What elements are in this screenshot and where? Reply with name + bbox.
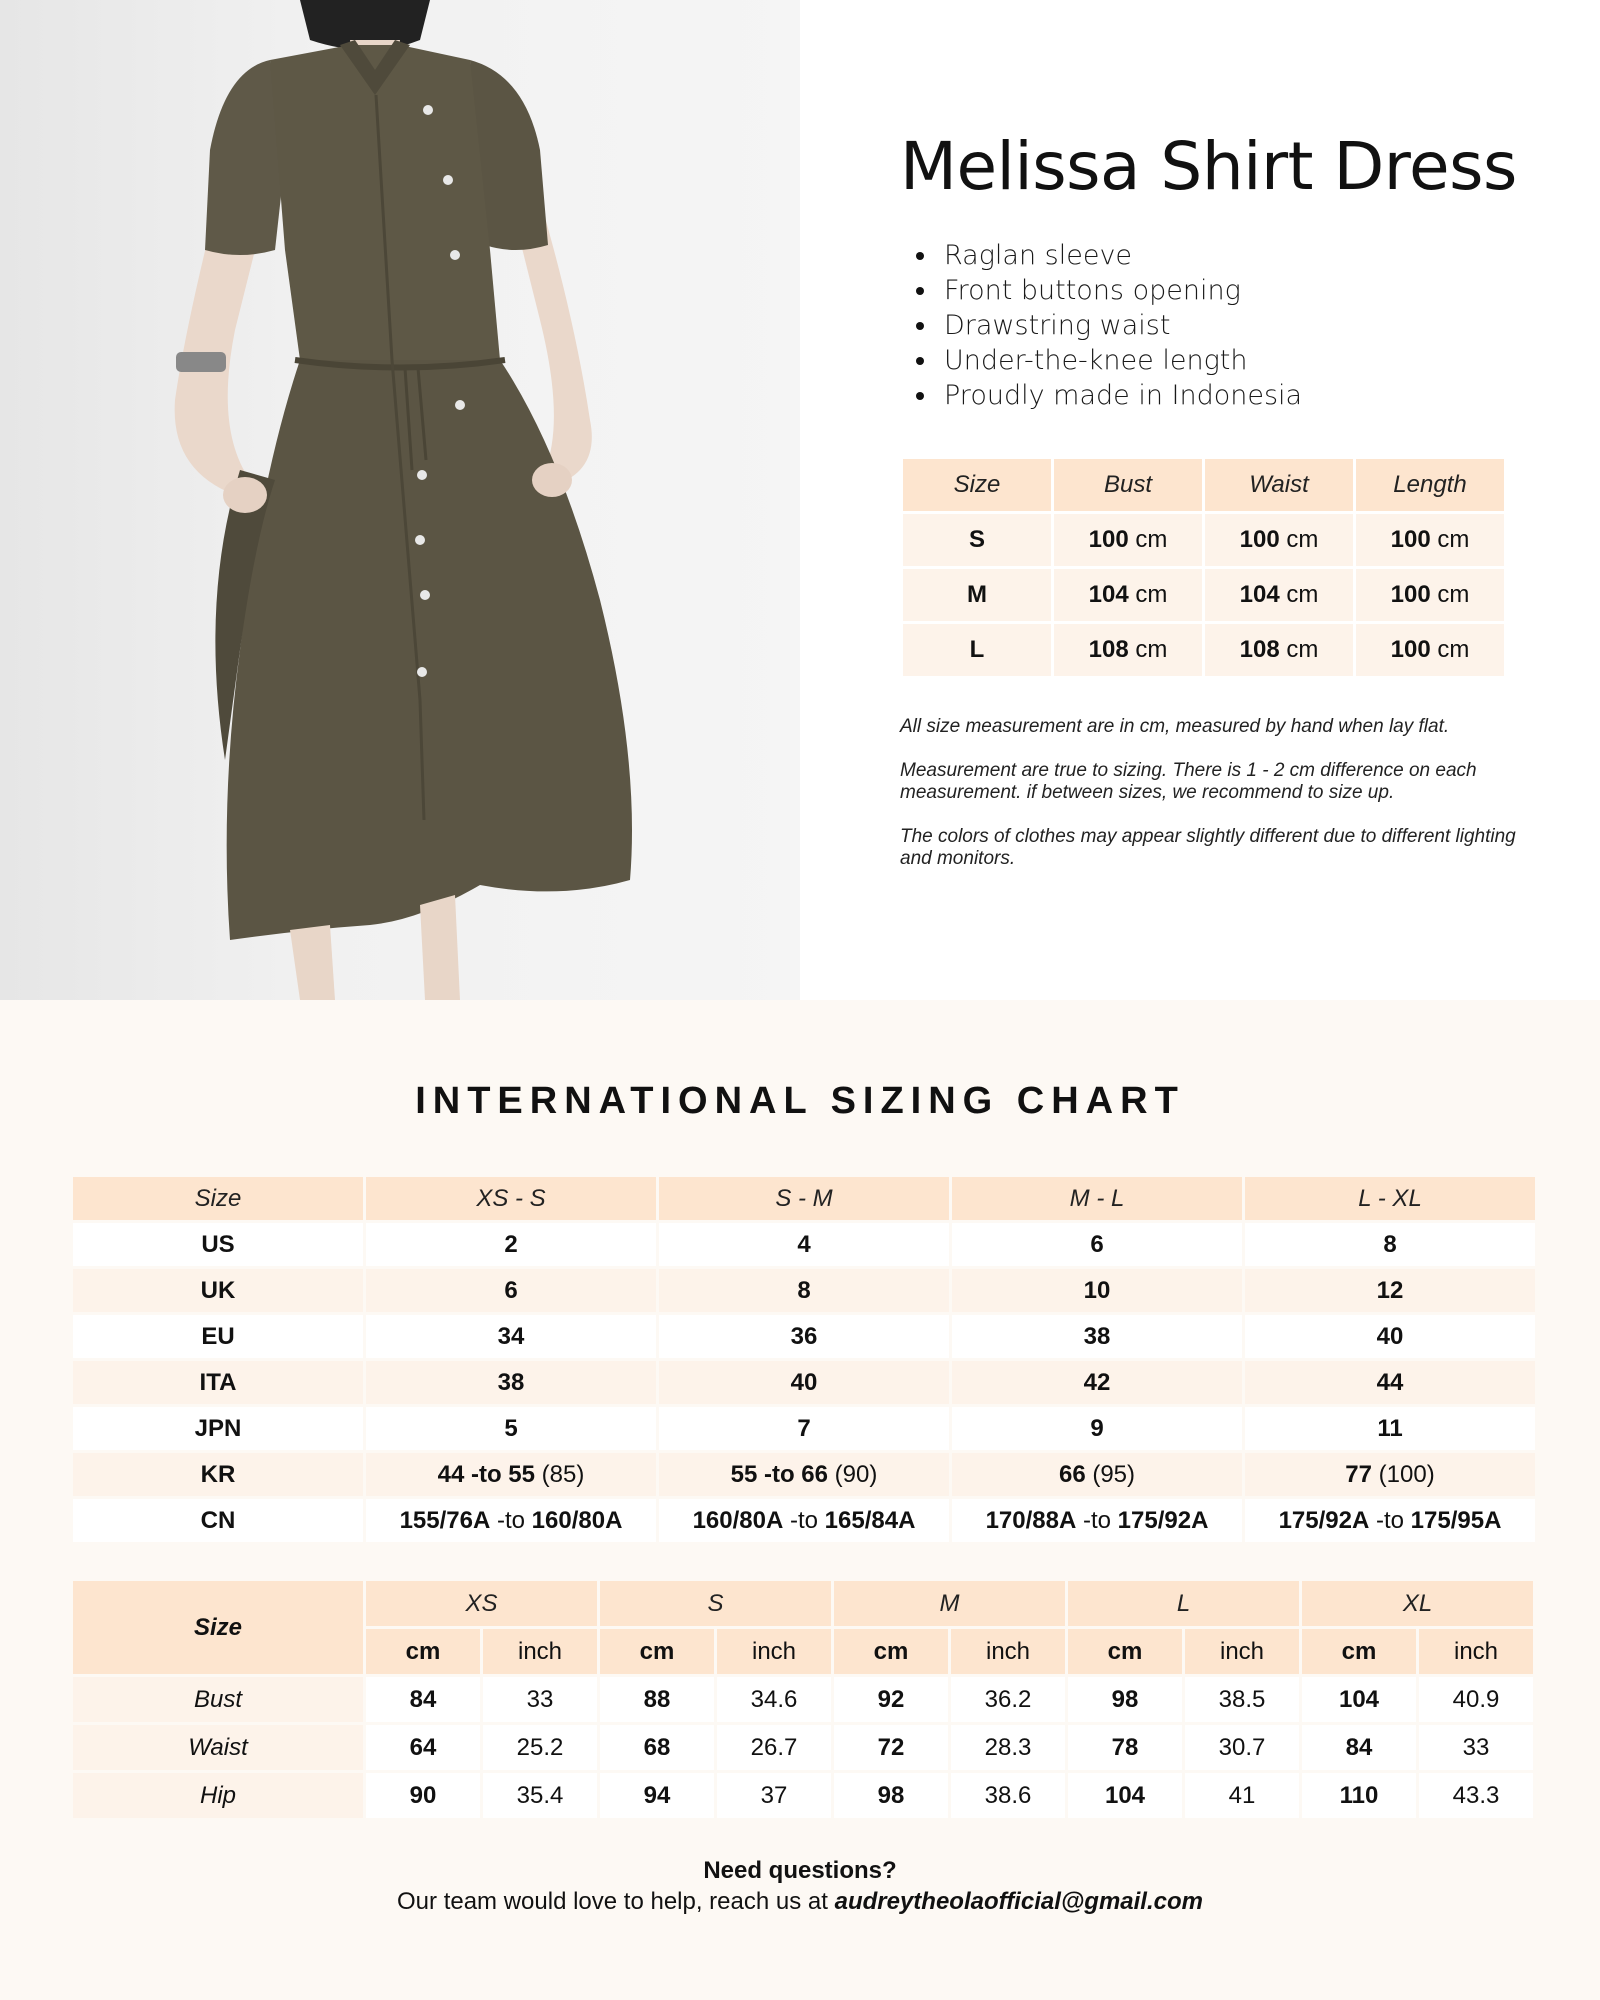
intl-header: S - M xyxy=(659,1177,949,1220)
unit-label: cm xyxy=(1286,526,1319,553)
cm-value: 98 xyxy=(1068,1677,1182,1722)
intl-cell-part: 5 xyxy=(504,1414,518,1442)
dress-illustration xyxy=(0,0,800,1000)
contact-email-link[interactable]: audreytheolaofficial@gmail.com xyxy=(834,1888,1203,1915)
size-cell: S xyxy=(903,514,1051,566)
measurement-table xyxy=(70,1578,1536,1821)
unit-label: cm xyxy=(1286,581,1319,608)
intl-cell-part: 40 xyxy=(1376,1322,1404,1350)
intl-region-label: CN xyxy=(73,1499,363,1542)
measurement-row xyxy=(73,1773,1533,1818)
intl-cell xyxy=(659,1315,949,1358)
intl-cell-part: -to xyxy=(490,1506,532,1534)
intl-cell-part: 38 xyxy=(497,1368,525,1396)
inch-value: 33 xyxy=(483,1677,597,1722)
cm-value: 94 xyxy=(600,1773,714,1818)
intl-row xyxy=(73,1499,1535,1542)
intl-cell-part: 175/92A xyxy=(1117,1506,1209,1534)
intl-row xyxy=(73,1453,1535,1496)
intl-cell-part: (100) xyxy=(1372,1460,1435,1488)
feature-item: Under-the-knee length xyxy=(914,343,1302,378)
size-row xyxy=(903,514,1504,566)
waist-value: 104 xyxy=(1239,581,1280,608)
cm-value: 72 xyxy=(834,1725,948,1770)
note-text: Measurement are true to sizing. There is 1 - 2 cm difference on each measurement. if between sizes, we recommend to size up. xyxy=(900,760,1477,803)
intl-cell xyxy=(366,1223,656,1266)
bust-value: 100 xyxy=(1088,526,1129,553)
measurement-label: Hip xyxy=(73,1773,363,1818)
size-row xyxy=(903,569,1504,621)
intl-cell-part: 4 xyxy=(797,1230,811,1258)
size-notes xyxy=(900,716,1520,892)
intl-cell xyxy=(659,1269,949,1312)
unit-label: cm xyxy=(1135,636,1168,663)
intl-cell-part: 40 xyxy=(790,1368,818,1396)
intl-cell xyxy=(659,1407,949,1450)
feature-item: Drawstring waist xyxy=(914,308,1302,343)
bust-value: 104 xyxy=(1088,581,1129,608)
intl-cell xyxy=(366,1315,656,1358)
intl-cell-part: 2 xyxy=(504,1230,518,1258)
intl-cell-part: (95) xyxy=(1085,1460,1136,1488)
cm-value: 64 xyxy=(366,1725,480,1770)
measurement-size-header: Size xyxy=(73,1581,363,1674)
intl-cell-part: 10 xyxy=(1083,1276,1111,1304)
intl-header: Size xyxy=(73,1177,363,1220)
size-group-header: XS xyxy=(366,1581,597,1626)
unit-header-inch: inch xyxy=(951,1629,1065,1674)
intl-cell xyxy=(1245,1453,1535,1496)
inch-value: 43.3 xyxy=(1419,1773,1533,1818)
inch-value: 30.7 xyxy=(1185,1725,1299,1770)
size-group-header: S xyxy=(600,1581,831,1626)
cm-value: 84 xyxy=(1302,1725,1416,1770)
unit-label: cm xyxy=(1135,581,1168,608)
length-cell xyxy=(1356,624,1504,676)
feature-item: Front buttons opening xyxy=(914,273,1302,308)
contact-block xyxy=(0,1856,1600,1918)
unit-header-cm: cm xyxy=(1068,1629,1182,1674)
intl-cell xyxy=(366,1453,656,1496)
intl-cell-part: 8 xyxy=(1383,1230,1397,1258)
size-group-header: L xyxy=(1068,1581,1299,1626)
contact-message: Our team would love to help, reach us at xyxy=(397,1888,835,1915)
intl-cell xyxy=(1245,1269,1535,1312)
intl-cell-part: 12 xyxy=(1376,1276,1404,1304)
intl-cell-part: 55 -to 66 xyxy=(730,1460,828,1488)
bust-header: Bust xyxy=(1054,459,1202,511)
cm-value: 110 xyxy=(1302,1773,1416,1818)
length-cell xyxy=(1356,569,1504,621)
intl-cell xyxy=(952,1407,1242,1450)
unit-label: cm xyxy=(1437,581,1470,608)
cm-value: 92 xyxy=(834,1677,948,1722)
measurement-label: Waist xyxy=(73,1725,363,1770)
inch-value: 33 xyxy=(1419,1725,1533,1770)
intl-cell xyxy=(952,1499,1242,1542)
intl-cell xyxy=(659,1361,949,1404)
size-cell: L xyxy=(903,624,1051,676)
intl-cell xyxy=(1245,1223,1535,1266)
intl-cell-part: 165/84A xyxy=(824,1506,916,1534)
cm-value: 68 xyxy=(600,1725,714,1770)
intl-cell-part: -to xyxy=(1369,1506,1411,1534)
intl-region-label: UK xyxy=(73,1269,363,1312)
intl-header: XS - S xyxy=(366,1177,656,1220)
measurement-row xyxy=(73,1677,1533,1722)
intl-cell xyxy=(952,1315,1242,1358)
contact-question: Need questions? xyxy=(703,1857,897,1884)
waist-cell xyxy=(1205,569,1353,621)
intl-cell-part: -to xyxy=(783,1506,825,1534)
intl-region-label: JPN xyxy=(73,1407,363,1450)
intl-row xyxy=(73,1223,1535,1266)
inch-value: 28.3 xyxy=(951,1725,1065,1770)
unit-header-inch: inch xyxy=(717,1629,831,1674)
intl-row xyxy=(73,1361,1535,1404)
note-text: The colors of clothes may appear slightly different due to different lighting and monitors. xyxy=(900,826,1516,869)
intl-cell xyxy=(366,1269,656,1312)
intl-cell-part: 38 xyxy=(1083,1322,1111,1350)
intl-cell-part: 155/76A xyxy=(399,1506,491,1534)
measurement-row xyxy=(73,1725,1533,1770)
unit-header-cm: cm xyxy=(366,1629,480,1674)
intl-region-label: US xyxy=(73,1223,363,1266)
intl-cell xyxy=(1245,1361,1535,1404)
intl-cell-part: 6 xyxy=(1090,1230,1104,1258)
measurement-label: Bust xyxy=(73,1677,363,1722)
intl-cell xyxy=(952,1453,1242,1496)
intl-region-label: KR xyxy=(73,1453,363,1496)
product-photo xyxy=(0,0,800,1000)
intl-cell-part: 175/95A xyxy=(1410,1506,1502,1534)
contact-text xyxy=(0,1886,1600,1918)
note-text: All size measurement are in cm, measured by hand when lay flat. xyxy=(900,716,1450,737)
intl-cell-part: 6 xyxy=(504,1276,518,1304)
size-row xyxy=(903,624,1504,676)
intl-row xyxy=(73,1269,1535,1312)
size-group-header: XL xyxy=(1302,1581,1533,1626)
intl-cell-part: 170/88A xyxy=(985,1506,1077,1534)
cm-value: 90 xyxy=(366,1773,480,1818)
inch-value: 25.2 xyxy=(483,1725,597,1770)
intl-cell-part: 7 xyxy=(797,1414,811,1442)
size-group-header: M xyxy=(834,1581,1065,1626)
waist-cell xyxy=(1205,514,1353,566)
intl-cell-part: 8 xyxy=(797,1276,811,1304)
intl-region-label: EU xyxy=(73,1315,363,1358)
length-value: 100 xyxy=(1390,636,1431,663)
intl-cell-part: 77 xyxy=(1345,1460,1372,1488)
unit-header-cm: cm xyxy=(1302,1629,1416,1674)
intl-row xyxy=(73,1407,1535,1450)
bust-cell xyxy=(1054,514,1202,566)
inch-value: 41 xyxy=(1185,1773,1299,1818)
intl-row xyxy=(73,1315,1535,1358)
bust-cell xyxy=(1054,624,1202,676)
intl-cell xyxy=(952,1361,1242,1404)
intl-cell xyxy=(659,1499,949,1542)
unit-label: cm xyxy=(1135,526,1168,553)
size-cell: M xyxy=(903,569,1051,621)
intl-header: L - XL xyxy=(1245,1177,1535,1220)
bust-cell xyxy=(1054,569,1202,621)
unit-header-inch: inch xyxy=(483,1629,597,1674)
intl-cell-part: -to xyxy=(1076,1506,1118,1534)
feature-list xyxy=(914,238,1302,413)
intl-cell-part: 11 xyxy=(1377,1414,1403,1442)
intl-cell xyxy=(1245,1315,1535,1358)
cm-value: 78 xyxy=(1068,1725,1182,1770)
intl-region-label: ITA xyxy=(73,1361,363,1404)
waist-value: 100 xyxy=(1239,526,1280,553)
intl-cell-part: 44 -to 55 xyxy=(437,1460,535,1488)
intl-cell xyxy=(1245,1407,1535,1450)
inch-value: 40.9 xyxy=(1419,1677,1533,1722)
bust-value: 108 xyxy=(1088,636,1129,663)
cm-value: 98 xyxy=(834,1773,948,1818)
cm-value: 104 xyxy=(1068,1773,1182,1818)
intl-cell-part: 160/80A xyxy=(531,1506,623,1534)
intl-cell xyxy=(659,1223,949,1266)
unit-header-cm: cm xyxy=(600,1629,714,1674)
inch-value: 38.6 xyxy=(951,1773,1065,1818)
waist-value: 108 xyxy=(1239,636,1280,663)
intl-cell-part: 34 xyxy=(497,1322,525,1350)
length-value: 100 xyxy=(1390,581,1431,608)
intl-cell xyxy=(366,1499,656,1542)
unit-header-inch: inch xyxy=(1419,1629,1533,1674)
intl-cell xyxy=(366,1407,656,1450)
intl-cell-part: (90) xyxy=(828,1460,878,1488)
waist-header: Waist xyxy=(1205,459,1353,511)
inch-value: 35.4 xyxy=(483,1773,597,1818)
intl-cell-part: 66 xyxy=(1058,1460,1086,1488)
intl-cell-part: 9 xyxy=(1090,1414,1104,1442)
product-title: Melissa Shirt Dress xyxy=(900,128,1517,205)
intl-header: M - L xyxy=(952,1177,1242,1220)
inch-value: 26.7 xyxy=(717,1725,831,1770)
intl-cell xyxy=(952,1223,1242,1266)
size-header: Size xyxy=(903,459,1051,511)
intl-cell-part: 160/80A xyxy=(692,1506,784,1534)
international-size-table xyxy=(70,1174,1538,1545)
length-header: Length xyxy=(1356,459,1504,511)
cm-value: 104 xyxy=(1302,1677,1416,1722)
intl-cell xyxy=(366,1361,656,1404)
intl-cell-part: 44 xyxy=(1376,1368,1404,1396)
intl-cell-part: 42 xyxy=(1083,1368,1111,1396)
cm-value: 84 xyxy=(366,1677,480,1722)
inch-value: 36.2 xyxy=(951,1677,1065,1722)
length-value: 100 xyxy=(1390,526,1431,553)
international-chart-title: INTERNATIONAL SIZING CHART xyxy=(415,1080,1185,1122)
intl-cell-part: (85) xyxy=(535,1460,585,1488)
intl-cell xyxy=(952,1269,1242,1312)
unit-header-cm: cm xyxy=(834,1629,948,1674)
intl-cell xyxy=(1245,1499,1535,1542)
unit-label: cm xyxy=(1437,526,1470,553)
feature-item: Raglan sleeve xyxy=(914,238,1302,273)
product-size-table xyxy=(900,456,1507,679)
feature-item: Proudly made in Indonesia xyxy=(914,378,1302,413)
inch-value: 37 xyxy=(717,1773,831,1818)
waist-cell xyxy=(1205,624,1353,676)
unit-label: cm xyxy=(1286,636,1319,663)
cm-value: 88 xyxy=(600,1677,714,1722)
inch-value: 38.5 xyxy=(1185,1677,1299,1722)
intl-cell-part: 36 xyxy=(790,1322,818,1350)
intl-cell-part: 175/92A xyxy=(1278,1506,1370,1534)
unit-header-inch: inch xyxy=(1185,1629,1299,1674)
intl-cell xyxy=(659,1453,949,1496)
inch-value: 34.6 xyxy=(717,1677,831,1722)
length-cell xyxy=(1356,514,1504,566)
unit-label: cm xyxy=(1437,636,1470,663)
